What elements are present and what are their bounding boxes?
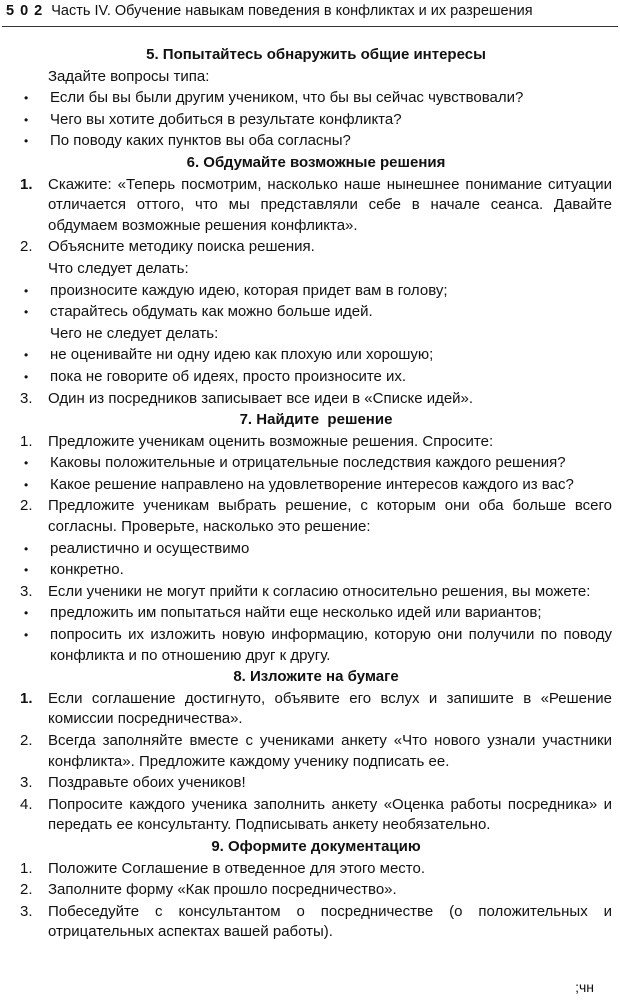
bullet-item: • Каковы положительные и отрицательные последствия каждого решения?	[20, 453, 612, 474]
numbered-item: 2. Объясните методику поиска решения.	[20, 238, 315, 256]
running-header	[6, 3, 533, 19]
numbered-item: 4. Попросите каждого ученика заполнить анкету «Оценка работы посредника» и передать ее консультанту. Подписывать анкету необязательно.	[20, 795, 612, 834]
bullet-item: • старайтесь обдумать как можно больше идей.	[20, 302, 612, 323]
page-number: 5 0 2	[6, 3, 44, 19]
numbered-item: 1. Скажите: «Теперь посмотрим, насколько наше нынешнее понимание ситуации отличается оттого, что мы представляли себе в начале сеанса. Давайте обдумаем возможные решения конфликта».	[20, 175, 612, 234]
bullet-item: • пока не говорите об идеях, просто произносите их.	[20, 367, 612, 388]
running-title: Часть IV. Обучение навыкам поведения в конфликтах и их разрешения	[51, 3, 533, 19]
bullet-item: • реалистично и осуществимо	[20, 539, 612, 560]
do-label: Что следует делать:	[48, 259, 189, 277]
bullet-icon: •	[24, 348, 29, 363]
bullet-icon: •	[24, 305, 29, 320]
bullet-icon: •	[24, 606, 29, 621]
bullet-icon: •	[24, 628, 29, 643]
bullet-icon: •	[24, 456, 29, 471]
numbered-item: 1. Предложите ученикам оценить возможные решения. Спросите:	[20, 432, 494, 450]
section-9-heading: 9. Оформите документацию	[211, 837, 421, 855]
numbered-item: 2. Заполните форму «Как прошло посредничество».	[20, 881, 397, 899]
bullet-icon: •	[24, 91, 29, 106]
bullet-icon: •	[24, 112, 29, 127]
section-6-heading: 6. Обдумайте возможные решения	[186, 153, 446, 171]
bullet-item: • попросить их изложить новую информацию, которую они получили по поводу конфликта и по отношению друг к другу.	[20, 625, 612, 666]
numbered-item: 3. Побеседуйте с консультантом о посредничестве (о положительных и отрицательных аспектах вашей работы).	[20, 902, 612, 941]
bullet-item: • не оценивайте ни одну идею как плохую или хорошую;	[20, 345, 612, 366]
bullet-icon: •	[24, 283, 29, 298]
bullet-icon: •	[24, 369, 29, 384]
numbered-item: 2. Всегда заполняйте вместе с учениками анкету «Что нового узнали участники конфликта». Предложите каждому ученику подписать ее.	[20, 732, 612, 770]
section-8-heading: 8. Изложите на бумаге	[233, 668, 399, 686]
bullet-item: • предложить им попытаться найти еще несколько идей или вариантов;	[20, 603, 612, 624]
bullet-item: • Если бы вы были другим учеником, что бы вы сейчас чувствовали?	[20, 88, 612, 109]
section-5-heading: 5. Попытайтесь обнаружить общие интересы	[146, 46, 486, 63]
bullet-icon: •	[24, 477, 29, 492]
header-rule	[2, 26, 618, 27]
numbered-item: 3. Один из посредников записывает все идеи в «Списке идей».	[20, 389, 474, 407]
bullet-icon: •	[24, 541, 29, 556]
numbered-item: 1. Положите Соглашение в отведенное для этого место.	[20, 859, 425, 877]
bullet-item: • Какое решение направлено на удовлетворение интересов каждого из вас?	[20, 475, 612, 496]
bullet-icon: •	[24, 563, 29, 578]
bullet-item: • конкретно.	[20, 560, 612, 581]
bullet-item: • Чего вы хотите добиться в результате конфликта?	[20, 110, 612, 131]
bullet-item: • произносите каждую идею, которая придет вам в голову;	[20, 281, 612, 302]
numbered-item: 1. Если соглашение достигнуто, объявите его вслух и запишите в «Решение комиссии посредничества».	[20, 689, 612, 728]
footer-mark: ;чн	[575, 979, 594, 995]
dont-label: Чего не следует делать:	[50, 324, 219, 342]
numbered-item: 3. Если ученики не могут прийти к согласию относительно решения, вы можете:	[20, 582, 591, 600]
numbered-item: 3. Поздравьте обоих учеников!	[20, 774, 246, 792]
section-5-intro: Задайте вопросы типа:	[48, 67, 210, 85]
bullet-item: • По поводу каких пунктов вы оба согласны?	[20, 131, 612, 152]
bullet-icon: •	[24, 134, 29, 149]
section-7-heading: 7. Найдите решение	[239, 411, 393, 429]
page-content	[20, 44, 612, 944]
numbered-item: 2. Предложите ученикам выбрать решение, с которым они оба больше всего согласны. Проверьте, насколько это решение:	[20, 497, 612, 536]
